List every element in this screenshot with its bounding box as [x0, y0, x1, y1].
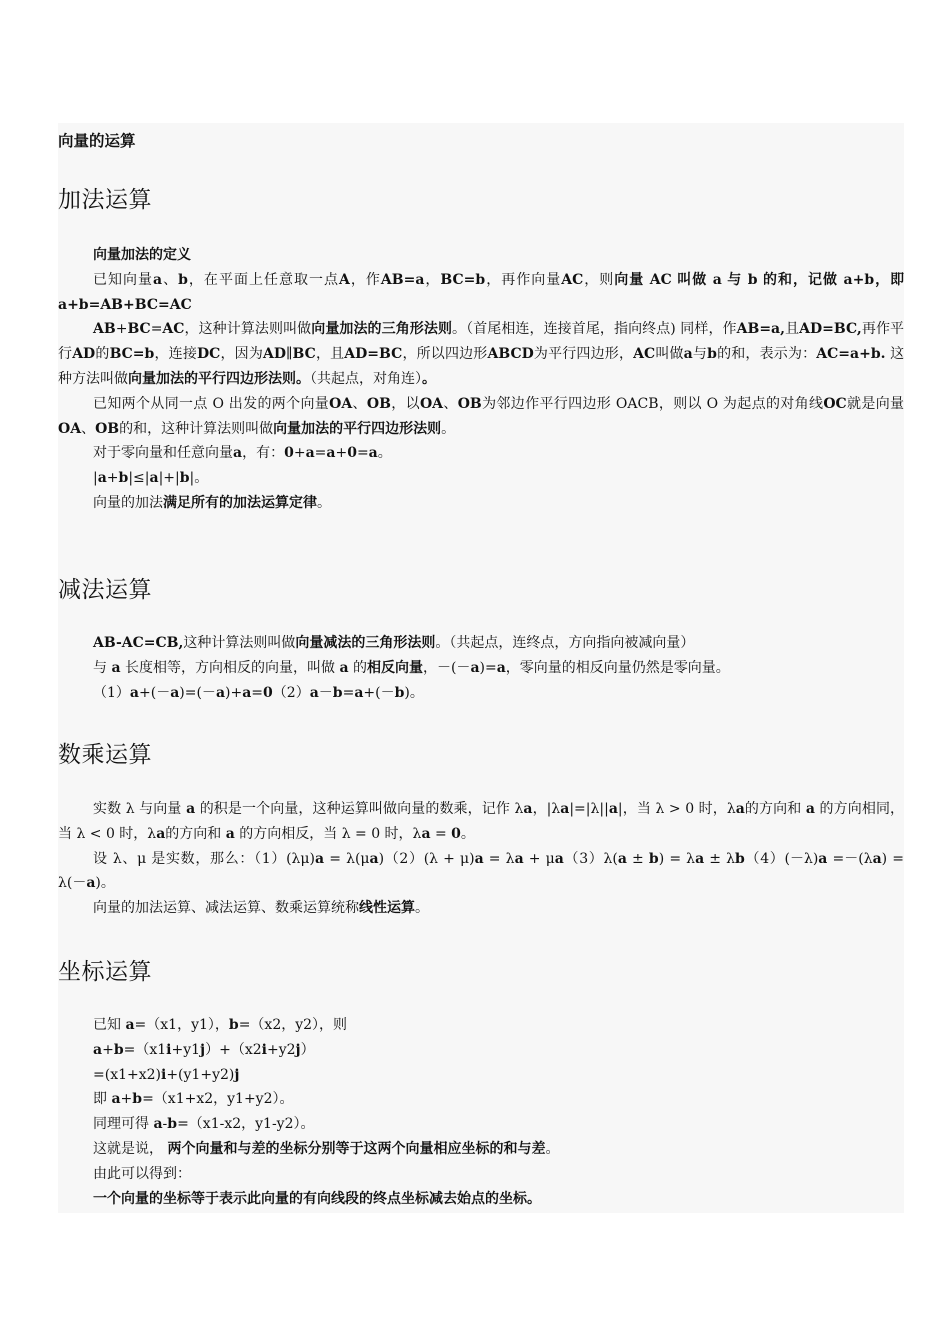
- subtraction-paragraph-3: （1）a+(－a)=(－a)+a=0（2）a－b=a+(－b)。: [93, 684, 424, 701]
- addition-section-body: [58, 243, 904, 516]
- coordinate-line-6: 这就是说， 两个向量和与差的坐标分别等于这两个向量相应坐标的和与差。: [93, 1140, 560, 1157]
- addition-paragraph-5: |a+b|≤|a|+|b|。: [93, 470, 209, 487]
- coordinate-line-5: 同理可得 a-b=（x1-x2，y1-y2）。: [93, 1116, 315, 1133]
- coordinate-line-1: 已知 a=（x1，y1），b=（x2，y2），则: [93, 1017, 348, 1033]
- section-heading-scalar: 数乘运算: [58, 742, 152, 768]
- addition-definition-subheading: 向量加法的定义: [93, 247, 191, 263]
- coordinate-line-2: a+b=（x1i+y1j）+（x2i+y2j）: [93, 1041, 315, 1058]
- coordinate-section-body: [58, 1013, 904, 1211]
- document-page: [58, 123, 904, 1213]
- addition-paragraph-3: 已知两个从同一点 O 出发的两个向量OA、OB，以OA、OB为邻边作平行四边形 OACB，则以 O 为起点的对角线OC就是向量OA、OB的和，这种计算法则叫做向量加法的平行四边形法则。: [58, 395, 905, 437]
- subtraction-paragraph-1: AB-AC=CB,这种计算法则叫做向量减法的三角形法则。（共起点，连终点，方向指向被减向量）: [93, 635, 695, 651]
- coordinate-line-3: =(x1+x2)i+(y1+y2)j: [93, 1066, 240, 1083]
- subtraction-section-body: [58, 631, 904, 705]
- section-heading-coordinate: 坐标运算: [58, 959, 152, 985]
- scalar-section-body: [58, 797, 904, 921]
- scalar-paragraph-3: 向量的加法运算、减法运算、数乘运算统称线性运算。: [93, 900, 429, 917]
- section-heading-subtraction: 减法运算: [58, 577, 152, 603]
- subtraction-paragraph-2: 与 a 长度相等，方向相反的向量，叫做 a 的相反向量，－(－a)=a，零向量的相反向量仍然是零向量。: [93, 659, 730, 676]
- scalar-paragraph-1: 实数 λ 与向量 a 的积是一个向量，这种运算叫做向量的数乘，记作 λa，|λa|=|λ||a|，当 λ > 0 时，λa的方向和 a 的方向相同，当 λ < 0 时，λa的方向和 a 的方向相反，当 λ = 0 时，λa = 0。: [58, 801, 905, 842]
- addition-paragraph-1: 已知向量a、b，在平面上任意取一点A，作AB=a，BC=b，再作向量AC，则向量 AC 叫做 a 与 b 的和，记做 a+b，即 a+b=AB+BC=AC: [58, 271, 905, 313]
- coordinate-line-8: 一个向量的坐标等于表示此向量的有向线段的终点坐标减去始点的坐标。: [93, 1190, 541, 1207]
- addition-paragraph-4: 对于零向量和任意向量a，有：0+a=a+0=a。: [93, 445, 392, 462]
- coordinate-line-7: 由此可以得到：: [93, 1165, 191, 1182]
- coordinate-line-4: 即 a+b=（x1+x2，y1+y2）。: [93, 1091, 294, 1108]
- section-heading-addition: 加法运算: [58, 187, 152, 213]
- addition-paragraph-6: 向量的加法满足所有的加法运算定律。: [93, 494, 331, 511]
- addition-paragraph-2: AB+BC=AC，这种计算法则叫做向量加法的三角形法则。（首尾相连，连接首尾，指向终点) 同样，作AB=a,且AD=BC,再作平行AD的BC=b，连接DC，因为AD∥BC，且AD=BC，所以四边形ABCD为平行四边形，AC叫做a与b的和，表示为：AC=a+b. 这种方法叫做向量加法的平行四边形法则。（共起点，对角连）。: [58, 321, 905, 387]
- document-title: 向量的运算: [58, 132, 136, 150]
- scalar-paragraph-2: 设 λ、μ 是实数，那么：（1）(λμ)a = λ(μa)（2）(λ + μ)a = λa + μa（3）λ(a ± b) = λa ± λb（4）(－λ)a =－(λa) = λ(－a)。: [58, 850, 904, 892]
